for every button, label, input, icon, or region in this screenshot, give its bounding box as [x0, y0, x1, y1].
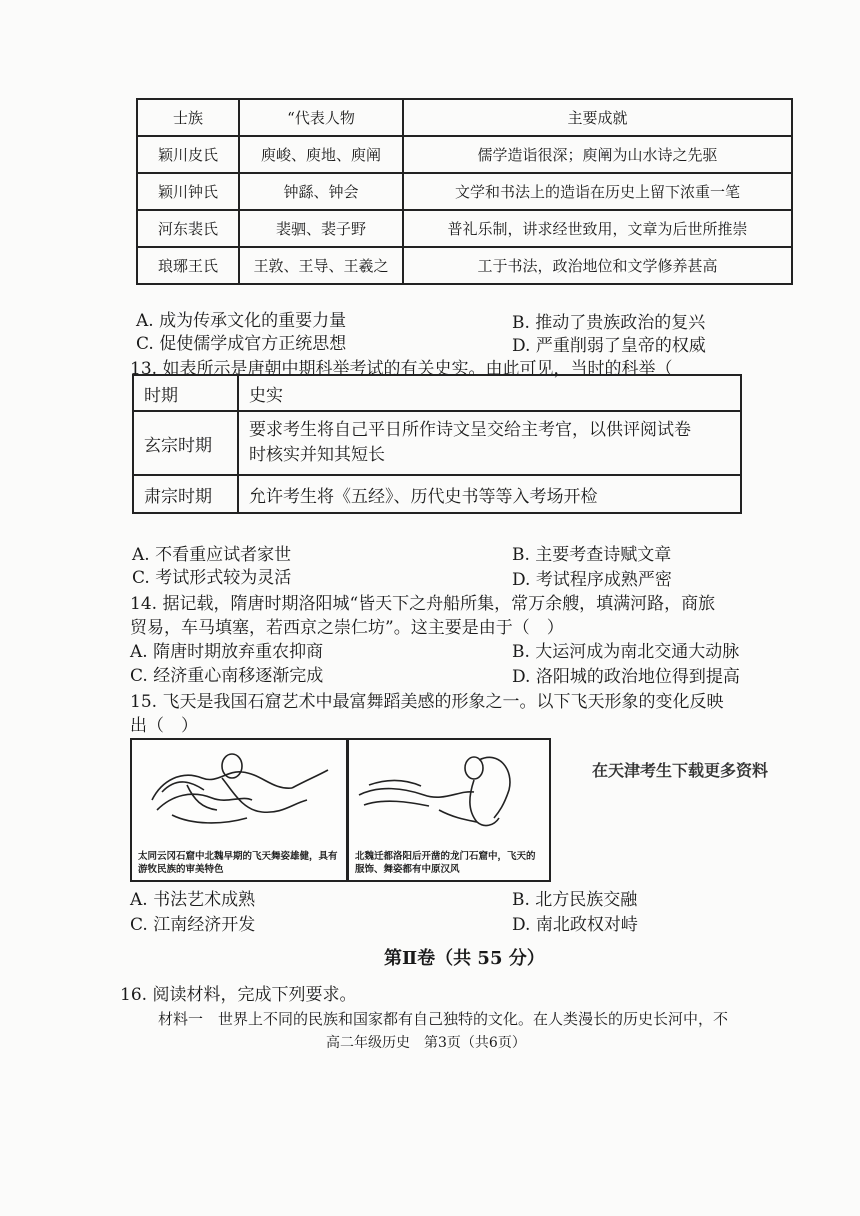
table-header-cell: “代表人物 — [239, 99, 403, 136]
table-cell: 王敦、王导、王羲之 — [239, 247, 403, 284]
table-header-cell: 时期 — [133, 375, 238, 411]
watermark-text: 在天津考生下载更多资料 — [592, 761, 769, 780]
option-a: A. 隋唐时期放弃重农抑商 — [130, 642, 324, 662]
table-cell: 颖川皮氏 — [137, 136, 239, 173]
option-c: C. 经济重心南移逐渐完成 — [130, 666, 324, 686]
table-cell: 工于书法，政治地位和文学修养甚高 — [403, 247, 792, 284]
table-cell-line: 时核实并知其短长 — [249, 445, 385, 465]
image-caption-right: 北魏迁都洛阳后开凿的龙门石窟中，飞天的服饰、舞姿都有中原汉风 — [355, 851, 536, 875]
feitian-image-right — [347, 738, 551, 882]
option-b: B. 主要考查诗赋文章 — [512, 545, 672, 565]
option-b: B. 推动了贵族政治的复兴 — [512, 313, 706, 333]
table-cell: 允许考生将《五经》、历代史书等等入考场开检 — [238, 475, 741, 513]
question-14-stem-line1: 14. 据记载，隋唐时期洛阳城“皆天下之舟船所集，常万余艘，填满河路，商旅 — [130, 594, 716, 614]
table-header-row — [137, 99, 792, 136]
table-cell: 琅琊王氏 — [137, 247, 239, 284]
question-13-stem: 13. 如表所示是唐朝中期科举考试的有关史实。由此可见，当时的科举（ — [130, 359, 673, 379]
question-15-stem-line1: 15. 飞天是我国石窟艺术中最富舞蹈美感的形象之一。以下飞天形象的变化反映 — [130, 692, 724, 712]
table-header-row — [133, 375, 741, 411]
feitian-left-drawing — [132, 740, 346, 835]
option-b: B. 北方民族交融 — [512, 890, 638, 910]
keju-table — [132, 374, 742, 514]
material-one: 材料一 世界上不同的民族和国家都有自己独特的文化。在人类漫长的历史长河中，不 — [158, 1010, 729, 1028]
table-row — [137, 136, 792, 173]
table-header-cell: 史实 — [238, 375, 741, 411]
question-16-stem: 16. 阅读材料，完成下列要求。 — [120, 985, 357, 1005]
table-cell: 裴驷、裴子野 — [239, 210, 403, 247]
table-cell-line: 要求考生将自己平日所作诗文呈交给主考官，以供评阅试卷 — [249, 420, 691, 440]
clan-table — [136, 98, 793, 285]
option-c: C. 促使儒学成官方正统思想 — [136, 334, 347, 354]
table-row — [133, 475, 741, 513]
option-b: B. 大运河成为南北交通大动脉 — [512, 642, 740, 662]
table-cell: 庾峻、庾地、庾阐 — [239, 136, 403, 173]
table-cell: 文学和书法上的造诣在历史上留下浓重一笔 — [403, 173, 792, 210]
table-header-cell: 士族 — [137, 99, 239, 136]
feitian-image-left — [130, 738, 348, 882]
table-cell: 普礼乐制，讲求经世致用，文章为后世所推崇 — [403, 210, 792, 247]
option-d: D. 考试程序成熟严密 — [512, 570, 672, 590]
table-cell: 肃宗时期 — [133, 475, 238, 513]
table-cell: 河东裴氏 — [137, 210, 239, 247]
feitian-right-drawing — [349, 740, 549, 835]
table-cell — [238, 411, 741, 475]
option-d: D. 洛阳城的政治地位得到提高 — [512, 667, 740, 687]
section-title: 第Ⅱ卷（共 55 分） — [384, 948, 545, 969]
option-d: D. 南北政权对峙 — [512, 915, 638, 935]
table-cell: 钟繇、钟会 — [239, 173, 403, 210]
table-row — [137, 210, 792, 247]
option-a: A. 不看重应试者家世 — [132, 545, 292, 565]
table-row — [137, 247, 792, 284]
image-caption-left: 太同云冈石窟中北魏早期的飞天舞姿雄健，具有游牧民族的审美特色 — [138, 851, 338, 875]
table-cell: 玄宗时期 — [133, 411, 238, 475]
table-cell: 儒学造诣很深；庾阐为山水诗之先驱 — [403, 136, 792, 173]
option-a: A. 书法艺术成熟 — [130, 890, 256, 910]
table-cell: 颖川钟氏 — [137, 173, 239, 210]
option-a: A. 成为传承文化的重要力量 — [136, 311, 347, 331]
question-14-stem-line2: 贸易，车马填塞，若西京之崇仁坊”。这主要是由于（ ） — [130, 618, 564, 638]
question-15-stem-line2: 出（ ） — [130, 716, 198, 736]
option-c: C. 考试形式较为灵活 — [132, 568, 292, 588]
option-d: D. 严重削弱了皇帝的权威 — [512, 336, 706, 356]
page-footer: 高二年级历史 第3页（共6页） — [326, 1035, 526, 1051]
table-header-cell: 主要成就 — [403, 99, 792, 136]
option-c: C. 江南经济开发 — [130, 915, 256, 935]
table-row — [137, 173, 792, 210]
table-row — [133, 411, 741, 475]
